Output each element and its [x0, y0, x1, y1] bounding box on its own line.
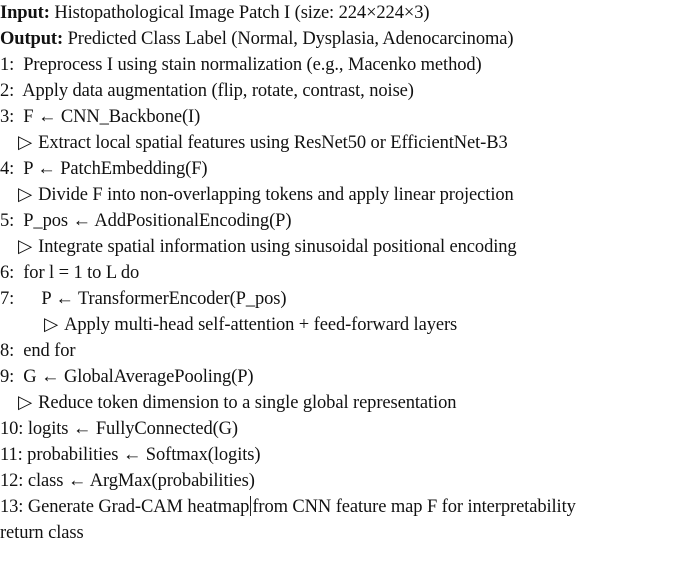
step-13 — [0, 494, 685, 520]
output-label: Output: — [0, 29, 64, 49]
output-text: Predicted Class Label (Normal, Dysplasia, Adenocarcinoma) — [63, 29, 514, 49]
comment-triangle-icon: ▷ — [18, 237, 33, 257]
comment-triangle-icon: ▷ — [18, 185, 33, 205]
step-6: 6: for l = 1 to L do — [0, 263, 140, 283]
step-5: 5: P_pos ← AddPositionalEncoding(P) — [0, 211, 292, 231]
step-13-part-2: from CNN feature map F for interpretability — [252, 497, 576, 517]
input-label: Input: — [0, 3, 50, 23]
step-11: 11: probabilities ← Softmax(logits) — [0, 445, 261, 465]
comment-9 — [0, 390, 685, 416]
comment-7 — [0, 312, 685, 338]
step-12: 12: class ← ArgMax(probabilities) — [0, 471, 255, 491]
comment-5 — [0, 234, 685, 260]
comment-text: Apply multi-head self-attention + feed-forward layers — [64, 315, 458, 335]
step-2: 2: Apply data augmentation (flip, rotate, contrast, noise) — [0, 81, 414, 101]
step-8: 8: end for — [0, 341, 76, 361]
step-10: 10: logits ← FullyConnected(G) — [0, 419, 238, 439]
step-1: 1: Preprocess I using stain normalization (e.g., Macenko method) — [0, 55, 482, 75]
step-3: 3: F ← CNN_Backbone(I) — [0, 107, 201, 127]
comment-3 — [0, 130, 685, 156]
step-4: 4: P ← PatchEmbedding(F) — [0, 159, 208, 179]
comment-triangle-icon: ▷ — [44, 315, 59, 335]
comment-4 — [0, 182, 685, 208]
step-13-part-1: 13: Generate Grad-CAM heatmap — [0, 497, 250, 517]
output-line — [0, 26, 685, 52]
input-line — [0, 0, 685, 26]
comment-text: Extract local spatial features using ResNet50 or EfficientNet-B3 — [38, 133, 508, 153]
step-7: 7: P ← TransformerEncoder(P_pos) — [0, 289, 287, 309]
return-line: return class — [0, 523, 84, 543]
comment-text: Divide F into non-overlapping tokens and apply linear projection — [38, 185, 514, 205]
step-9: 9: G ← GlobalAveragePooling(P) — [0, 367, 254, 387]
input-text: Histopathological Image Patch I (size: 224×224×3) — [49, 3, 430, 23]
comment-text: Reduce token dimension to a single global representation — [38, 393, 457, 413]
comment-text: Integrate spatial information using sinusoidal positional encoding — [38, 237, 517, 257]
comment-triangle-icon: ▷ — [18, 393, 33, 413]
comment-triangle-icon: ▷ — [18, 133, 33, 153]
